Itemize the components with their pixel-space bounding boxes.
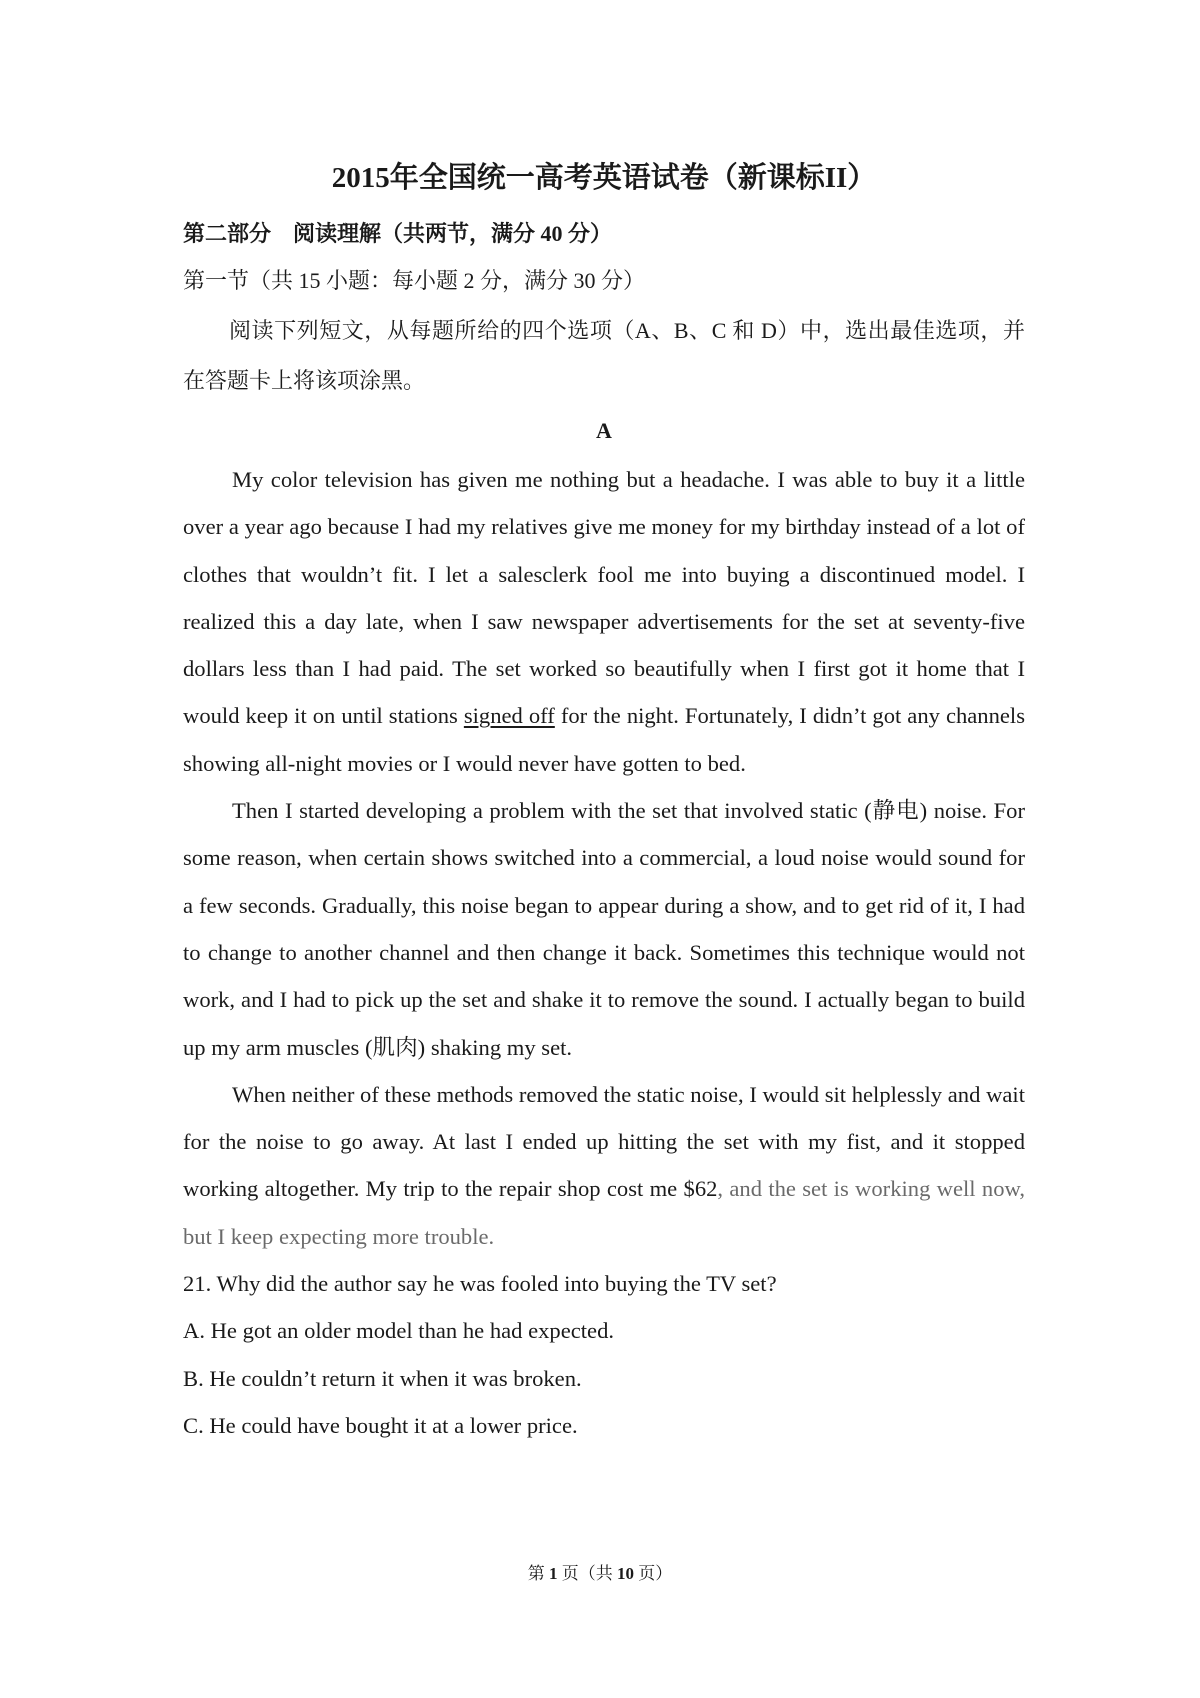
footer-prefix: 第 <box>527 1564 549 1583</box>
instructions: 阅读下列短文，从每题所给的四个选项（A、B、C 和 D）中，选出最佳选项，并在答题卡上将该项涂黑。 <box>183 318 1025 393</box>
paragraph-1-text-start: My color television has given me nothing but a headache. I was able to buy it a little over a year ago because I had my relatives give me money for my birthday instead of a lot of clothes that wouldn’t fit. I let a salesclerk fool me into buying a discontinued model. I realized this a day late, when I saw newspaper advertisements for the set at seventy-five dollars less than I had paid. The set worked so beautifully when I first got it home that I would keep it on until stations <box>183 467 1025 729</box>
paragraph-1-text-end: for the night. Fortunately, I didn’t got any channels showing all-night movies or I would never have gotten to bed. <box>183 703 1025 776</box>
option-b: B. He couldn’t return it when it was broken. <box>183 1365 582 1391</box>
passage-paragraph-1 <box>183 456 1025 787</box>
section-heading: 第二部分 阅读理解（共两节，满分 40 分） <box>183 221 613 246</box>
page-footer <box>0 1562 1200 1586</box>
paragraph-3-faded-text: , and the set is working well now, but I keep expecting more trouble. <box>183 1176 1025 1249</box>
passage-paragraph-3 <box>183 1071 1025 1260</box>
exam-title: 2015年全国统一高考英语试卷（新课标II） <box>331 162 877 194</box>
question-21: 21. Why did the author say he was fooled into buying the TV set? <box>183 1271 777 1297</box>
paragraph-3-text: When neither of these methods removed the static noise, I would sit helplessly and wait for the noise to go away. At last I ended up hitting the set with my fist, and it stopped working altogether. My trip to the repair shop cost me $62 <box>183 1081 1025 1202</box>
footer-page-number: 1 <box>549 1564 558 1583</box>
section-sub-heading: 第一节（共 15 小题：每小题 2 分，满分 30 分） <box>183 268 646 293</box>
footer-suffix: 页） <box>634 1564 673 1583</box>
underlined-phrase: signed off <box>463 703 555 729</box>
option-c: C. He could have bought it at a lower price. <box>183 1412 578 1438</box>
page-content <box>183 150 1025 1449</box>
option-a: A. He got an older model than he had expected. <box>183 1318 615 1344</box>
footer-total-pages: 10 <box>617 1564 634 1583</box>
passage-paragraph-2: Then I started developing a problem with the set that involved static (静电) noise. For some reason, when certain shows switched into a commercial, a loud noise would sound for a few seconds. Gradually, this noise began to appear during a show, and to get rid of it, I had to change to another channel and then change it back. Sometimes this technique would not work, and I had to pick up the set and shake it to remove the sound. I actually began to build up my arm muscles (肌肉) shaking my set. <box>183 798 1025 1060</box>
footer-middle: 页（共 <box>557 1564 617 1583</box>
passage-label: A <box>596 418 612 443</box>
